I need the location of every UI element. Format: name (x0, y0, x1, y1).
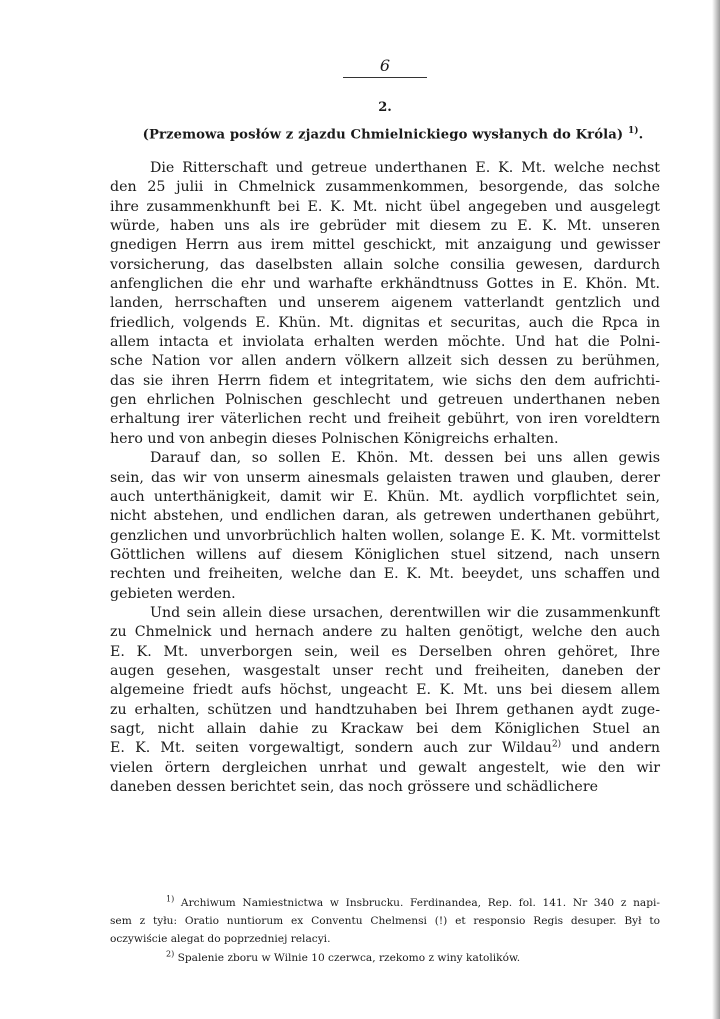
body-line (110, 643, 660, 662)
document-number: 2. (378, 100, 392, 115)
body-line (110, 565, 660, 584)
page-number-rule (343, 77, 427, 78)
body-line (110, 469, 660, 488)
text-segment: ihre zusammenkhunft bei E. K. Mt. nicht übel angegeben und ausgelegt (110, 198, 660, 215)
text-segment: Archiwum Namiestnictwa w Insbrucku. Ferdinandea, Rep. fol. 141. Nr 340 z napi- (174, 897, 660, 909)
text-segment: das sie ihren Herrn fidem et integritatem, wie sichs den dem aufrichti- (110, 372, 660, 389)
text-segment: Darauf dan, so sollen E. Khön. Mt. dessen bei uns allen gewis (150, 450, 660, 467)
scan-edge-shadow (712, 0, 720, 1019)
footnote-line (110, 912, 660, 930)
body-line (110, 333, 660, 352)
body-line (110, 662, 660, 681)
text-segment: vorsicherung, das daselbsten allain solche consilia gewesen, dardurch (110, 256, 660, 273)
footnote-marker: 1) (166, 894, 175, 904)
footnote-line (110, 949, 660, 967)
body-line (110, 701, 660, 720)
text-segment: sein, das wir von unserm ainesmals gelaisten trawen und glauben, derer (110, 469, 660, 486)
document-title-text: (Przemowa posłów z zjazdu Chmielnickiego wysłanych do Króla) (142, 127, 624, 143)
text-segment: daneben dessen berichtet sein, das noch grössere und schädlichere (110, 779, 599, 795)
body-line (110, 720, 660, 739)
text-segment: sem z tyłu: Oratio nuntiorum ex Conventu Chelmensi (!) et responsio Regis desuper. Był to (110, 915, 660, 928)
body-line (110, 352, 660, 371)
body-line (110, 275, 660, 294)
text-segment: vielen örtern dergleichen unrhat und gewalt angestelt, wie den wir (110, 759, 660, 776)
body-line (110, 410, 660, 429)
body-line (110, 449, 660, 468)
document-title: (Przemowa posłów z zjazdu Chmielnickiego wysłanych do Króla) $^{1)}$. (142, 126, 644, 143)
text-segment: friedlich, volgends E. Khün. Mt. dignitas et securitas, auch die Rpca in (110, 314, 660, 331)
body-line (110, 217, 660, 236)
body-line (110, 159, 660, 178)
text-segment: algemeine friedt aufs höchst, ungeacht E. K. Mt. uns bei diesem allem (110, 682, 660, 699)
footnote-marker: 2) (551, 739, 562, 750)
text-segment: sagt, nicht allain dahie zu Krackaw bei dem Königlichen Stuel an (110, 720, 660, 737)
footnote-marker: 2) (166, 949, 175, 959)
text-segment: und andern (561, 740, 660, 757)
text-segment: gnedigen Herrn aus irem mittel geschickt, mit anzaigung und gewisser (110, 237, 660, 254)
footnotes (110, 894, 660, 967)
body-line (110, 778, 660, 797)
body-line (110, 391, 660, 410)
text-segment: allem intacta et inviolata erhalten werden möchte. Und hat die Polni- (110, 334, 660, 351)
body-line (110, 759, 660, 778)
body-line (110, 585, 660, 604)
text-segment: Die Ritterschaft und getreue underthanen E. K. Mt. welche nechst (150, 160, 660, 176)
footnote-line (110, 930, 660, 948)
body-line (110, 739, 660, 758)
text-segment: auch unterthänigkeit, damit wir E. Khün. Mt. aydlich vorpflichtet sein, (110, 488, 660, 505)
text-segment: zu Chmelnick und hernach andere zu halten genötigt, welche den auch (110, 624, 660, 641)
title-footnote-marker: 1) (627, 126, 639, 136)
text-segment: den 25 julii in Chmelnick zusammenkommen, besorgende, das solche (110, 179, 660, 196)
body-line (110, 507, 660, 526)
text-segment: gebieten werden. (110, 585, 236, 602)
text-segment: rechten und freiheiten, welche dan E. K. Mt. beeydet, uns schaffen und (110, 566, 660, 583)
body-line (110, 623, 660, 642)
text-segment: oczywiście alegat do poprzedniej relacyi. (110, 933, 331, 946)
body-line (110, 430, 660, 449)
text-segment: sche Nation vor allen andern völkern allzeit sich dessen zu berühmen, (110, 353, 660, 370)
text-segment: landen, herrschaften und unserem aigenem vatterlandt gentzlich und (110, 295, 660, 312)
text-segment: Und sein allein diese ursachen, derentwillen wir die zusammenkunft (150, 604, 660, 621)
footnote-line (110, 894, 660, 912)
text-segment: E. K. Mt. seiten vorgewaltigt, sondern auch zur Wildau (110, 740, 552, 757)
text-segment: zu erhalten, schützen und handtzuhaben bei Ihrem gethanen aydt zuge- (110, 701, 660, 718)
text-segment: Spalenie zboru w Wilnie 10 czerwca, rzekomo z winy katolików. (174, 951, 521, 964)
body-line (110, 294, 660, 313)
text-segment: nicht abstehen, und endlichen daran, als getrewen underthanen gebührt, (110, 508, 660, 525)
body-line (110, 256, 660, 275)
body-line (110, 546, 660, 565)
text-segment: anfenglichen die ehr und warhafte erkhändtnuss Gottes in E. Khön. Mt. (110, 276, 660, 293)
page-number: 6 (379, 56, 391, 75)
text-segment: genzlichen und unvorbrüchlich halten wollen, solange E. K. Mt. vormittelst (110, 527, 660, 544)
text-segment: Göttlichen willens auf diesem Königlichen stuel sitzend, nach unsern (110, 546, 660, 563)
body-line (110, 198, 660, 217)
document-body (110, 159, 660, 797)
body-line (110, 372, 660, 391)
body-line (110, 681, 660, 700)
body-line (110, 604, 660, 623)
text-segment: hero und von anbegin dieses Polnischen Königreichs erhalten. (110, 430, 559, 447)
body-line (110, 314, 660, 333)
text-segment: augen gesehen, wasgestalt unser recht und freiheiten, daneben der (110, 662, 660, 679)
text-segment: gen ehrlichen Polnischen geschlecht und getreuen underthanen neben (110, 392, 660, 409)
body-line (110, 236, 660, 255)
text-segment: E. K. Mt. unverborgen sein, weil es Derselben ohren gehöret, Ihre (110, 643, 660, 660)
body-line (110, 527, 660, 546)
text-segment: würde, haben uns als ire gebrüder mit diesem zu E. K. Mt. unseren (110, 218, 660, 235)
text-segment: erhaltung irer väterlichen recht und freiheit gebührt, von iren voreldtern (110, 411, 660, 428)
body-line (110, 488, 660, 507)
body-line (110, 178, 660, 197)
